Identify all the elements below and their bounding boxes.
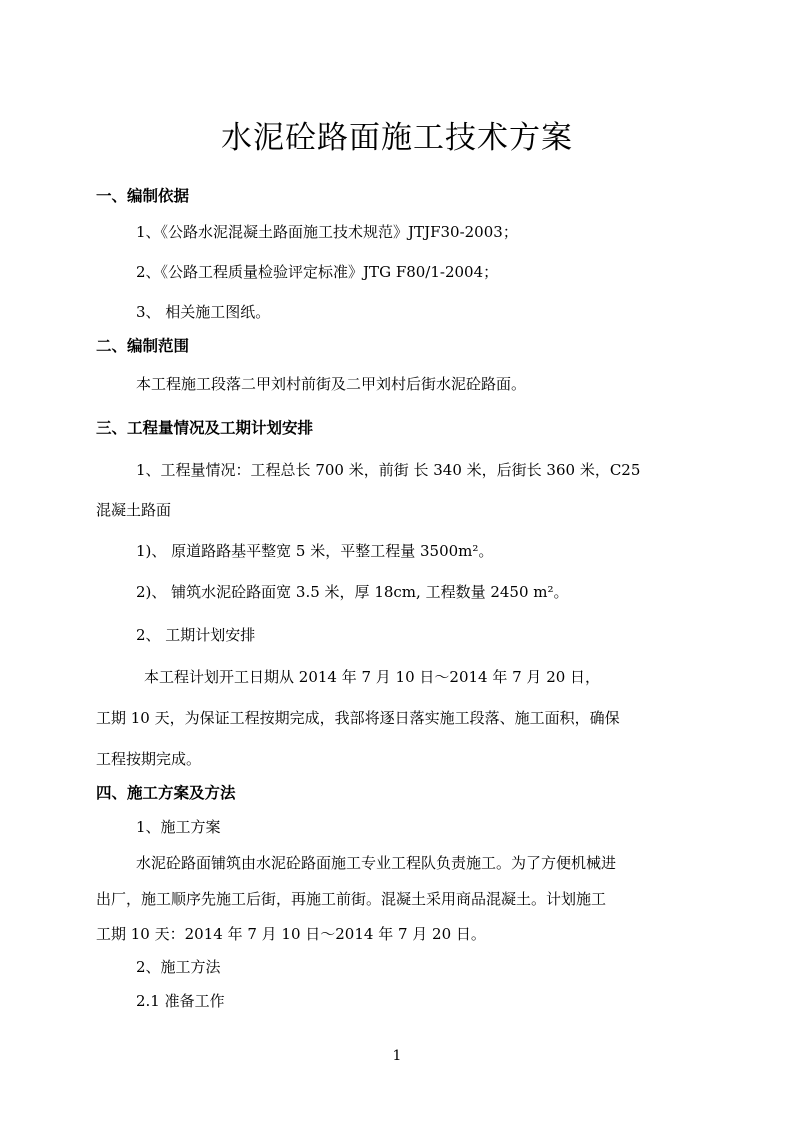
method-subheading: 2.1 准备工作 — [136, 992, 225, 1010]
plan-line-1: 水泥砼路面铺筑由水泥砼路面施工专业工程队负责施工。为了方便机械进 — [136, 854, 617, 872]
quantities-line-2: 混凝土路面 — [96, 501, 172, 519]
basis-item-1: 1、《公路水泥混凝土路面施工技术规范》JTJF30-2003； — [136, 223, 518, 241]
quantities-item-2: 2)、 铺筑水泥砼路面宽 3.5 米，厚 18cm, 工程数量 2450 m²。 — [136, 583, 569, 601]
schedule-heading: 2、 工期计划安排 — [136, 626, 256, 644]
section-heading-basis: 一、编制依据 — [96, 186, 190, 205]
method-heading: 2、施工方法 — [136, 958, 221, 976]
basis-item-2: 2、《公路工程质量检验评定标准》JTG F80/1-2004； — [136, 263, 499, 281]
document-title: 水泥砼路面施工技术方案 — [221, 120, 573, 156]
quantities-line-1: 1、工程量情况：工程总长 700 米，前街 长 340 米，后街长 360 米，C25 — [136, 461, 641, 479]
scope-paragraph: 本工程施工段落二甲刘村前街及二甲刘村后街水泥砼路面。 — [136, 375, 527, 393]
schedule-line-1: 本工程计划开工日期从 2014 年 7 月 10 日～2014 年 7 月 20 日， — [144, 668, 601, 686]
section-heading-quantities: 三、工程量情况及工期计划安排 — [96, 418, 314, 437]
basis-item-3: 3、 相关施工图纸。 — [136, 303, 271, 321]
schedule-line-3: 工程按期完成。 — [96, 750, 202, 768]
plan-heading: 1、施工方案 — [136, 818, 221, 836]
quantities-item-1: 1)、 原道路路基平整宽 5 米，平整工程量 3500m²。 — [136, 542, 494, 560]
section-heading-methods: 四、施工方案及方法 — [96, 783, 236, 802]
plan-line-2: 出厂，施工顺序先施工后街，再施工前街。混凝土采用商品混凝土。计划施工 — [96, 890, 607, 908]
plan-line-3: 工期 10 天：2014 年 7 月 10 日～2014 年 7 月 20 日。 — [96, 925, 486, 943]
section-heading-scope: 二、编制范围 — [96, 336, 190, 355]
schedule-line-2: 工期 10 天，为保证工程按期完成，我部将逐日落实施工段落、施工面积，确保 — [96, 709, 620, 727]
page-number: 1 — [392, 1048, 402, 1064]
